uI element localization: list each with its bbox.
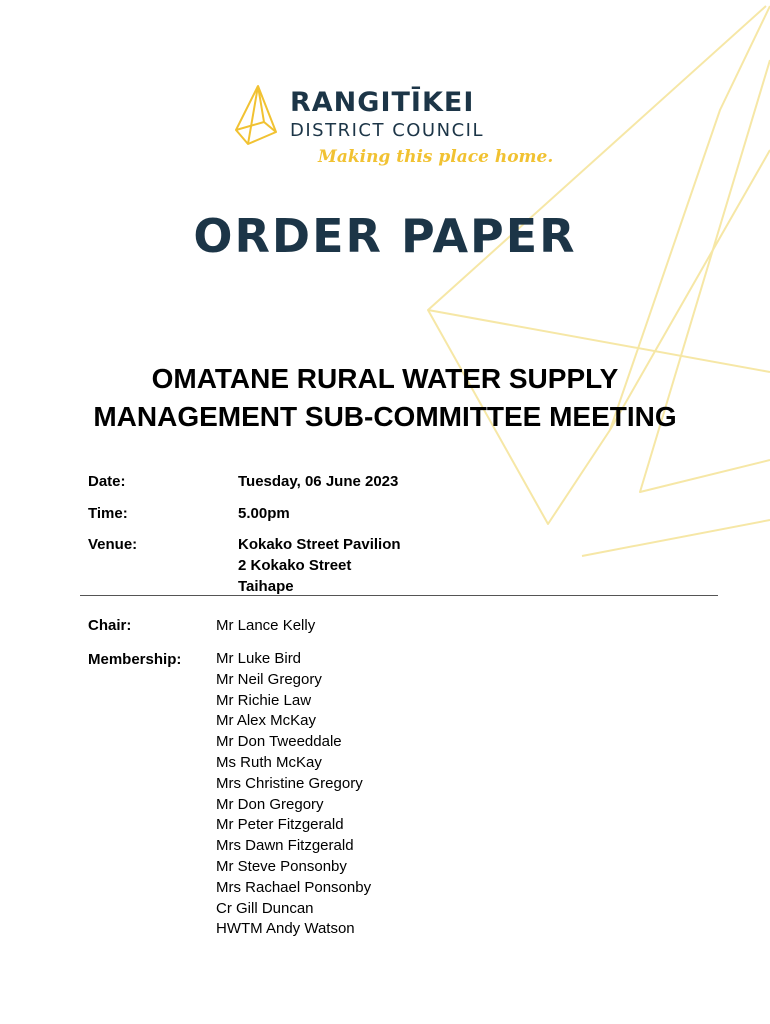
member-item: Mr Richie Law (216, 691, 312, 709)
chair-label: Chair: (88, 617, 132, 634)
meeting-title-line-2: MANAGEMENT SUB-COMMITTEE MEETING (93, 401, 677, 432)
member-item: Mr Steve Ponsonby (216, 857, 347, 875)
date-label: Date: (88, 473, 126, 490)
membership-label: Membership: (88, 651, 182, 668)
chair-value: Mr Lance Kelly (216, 617, 316, 634)
member-item: Mr Don Tweeddale (216, 733, 342, 751)
member-item: Mr Don Gregory (216, 795, 324, 813)
member-item: Mr Neil Gregory (216, 670, 322, 688)
time-value: 5.00pm (238, 505, 290, 522)
membership-list (216, 649, 371, 940)
section-divider (80, 595, 718, 596)
member-item: Mrs Rachael Ponsonby (216, 878, 372, 896)
member-item: Mr Luke Bird (216, 650, 302, 667)
member-item: Mrs Christine Gregory (216, 774, 363, 792)
logo-tagline: Making this place home. (318, 147, 554, 167)
member-item: Mr Peter Fitzgerald (216, 816, 344, 834)
meeting-title-line-1: OMATANE RURAL WATER SUPPLY (151, 363, 619, 394)
logo-name: RANGITĪKEI (290, 87, 475, 118)
logo-mark-icon (232, 84, 280, 148)
meeting-title (0, 360, 770, 436)
venue-label: Venue: (88, 536, 138, 553)
member-item: Ms Ruth McKay (216, 753, 322, 771)
member-item: HWTM Andy Watson (216, 920, 355, 938)
council-logo (232, 84, 554, 174)
time-label: Time: (88, 505, 128, 522)
member-item: Mr Alex McKay (216, 712, 317, 730)
member-item: Mrs Dawn Fitzgerald (216, 837, 354, 855)
date-value: Tuesday, 06 June 2023 (238, 473, 399, 490)
venue-line-2: 2 Kokako Street (238, 557, 352, 574)
venue-line-1: Kokako Street Pavilion (238, 536, 401, 553)
document-type-heading: ORDER PAPER (193, 209, 577, 263)
member-item: Cr Gill Duncan (216, 899, 314, 917)
logo-subtitle: DISTRICT COUNCIL (290, 120, 484, 141)
venue-line-3: Taihape (238, 578, 294, 595)
